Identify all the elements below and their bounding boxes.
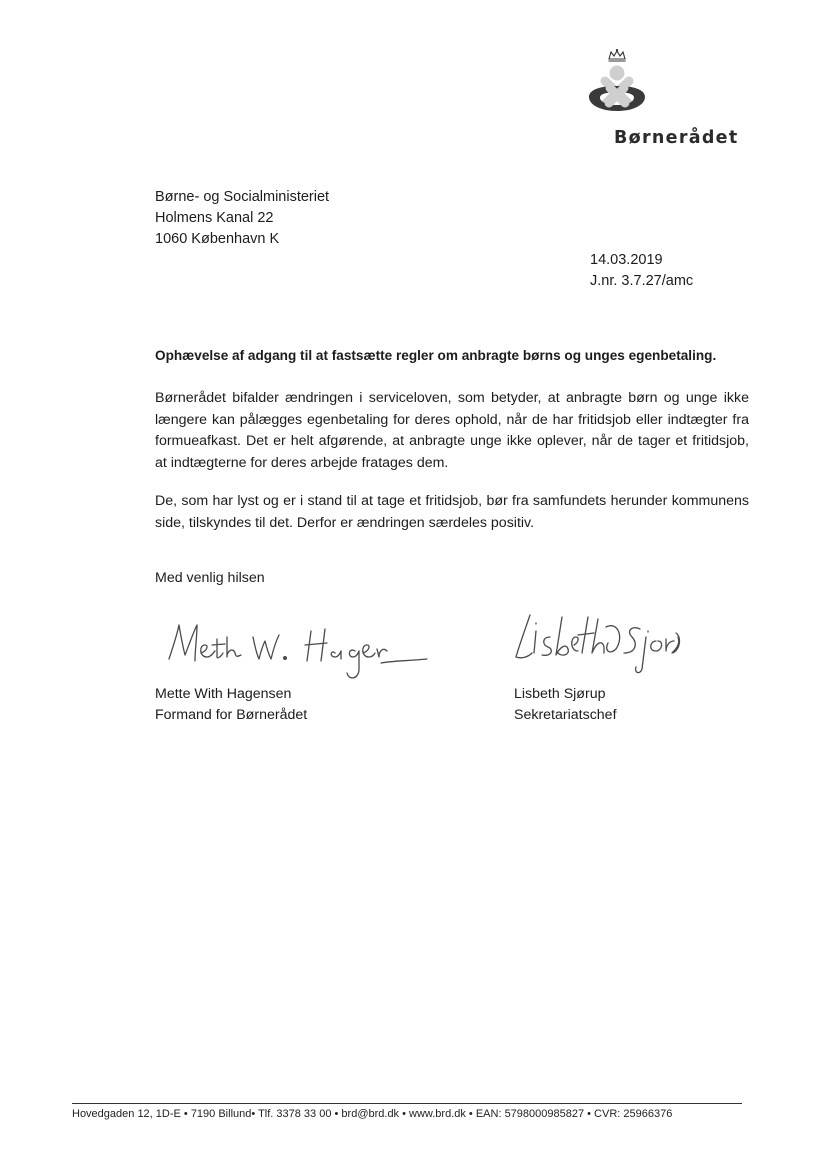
letter-meta [590,250,693,292]
org-name: Børnerådet [614,128,739,148]
footer-contact-line: Hovedgaden 12, 1D-E • 7190 Billund• Tlf. 3378 33 00 • brd@brd.dk • www.brd.dk • EAN: 5798000985827 • CVR: 25966376 [72,1108,673,1120]
signatory-title: Sekretariatschef [514,707,617,723]
signature-mette-icon [165,617,435,685]
signatory-name: Lisbeth Sjørup [514,686,606,702]
letter-date: 14.03.2019 [590,252,663,268]
recipient-line: Holmens Kanal 22 [155,210,274,226]
footer-divider [72,1103,742,1104]
recipient-line: Børne- og Socialministeriet [155,189,330,205]
crown-child-logo-icon [585,48,649,114]
signatory-block [514,684,617,726]
journal-number: J.nr. 3.7.27/amc [590,273,694,289]
closing-salutation: Med venlig hilsen [155,570,265,586]
recipient-address [155,187,329,250]
signatory-title: Formand for Børnerådet [155,707,308,723]
body-paragraph: De, som har lyst og er i stand til at tage et fritidsjob, bør fra samfundets herunder kommunens side, tilskyndes til det. Derfor er ændringen særdeles positiv. [155,493,749,531]
body-paragraph: Børnerådet bifalder ændringen i serviceloven, som betyder, at anbragte børn og unge ikke længere kan pålægges egenbetaling for deres ophold, når de har fritidsjob eller indtægter fra formueafkast. Det er helt afgørende, at anbragte unge ikke oplever, når de tager et fritidsjob, at indtægterne for deres arbejde fratages dem. [155,390,749,471]
letter-subject: Ophævelse af adgang til at fastsætte regler om anbragte børns og unges egenbetaling. [155,348,717,363]
signature-lisbeth-icon [508,607,684,679]
signatory-block [155,684,307,726]
recipient-line: 1060 København K [155,231,280,247]
signatory-name: Mette With Hagensen [155,686,292,702]
